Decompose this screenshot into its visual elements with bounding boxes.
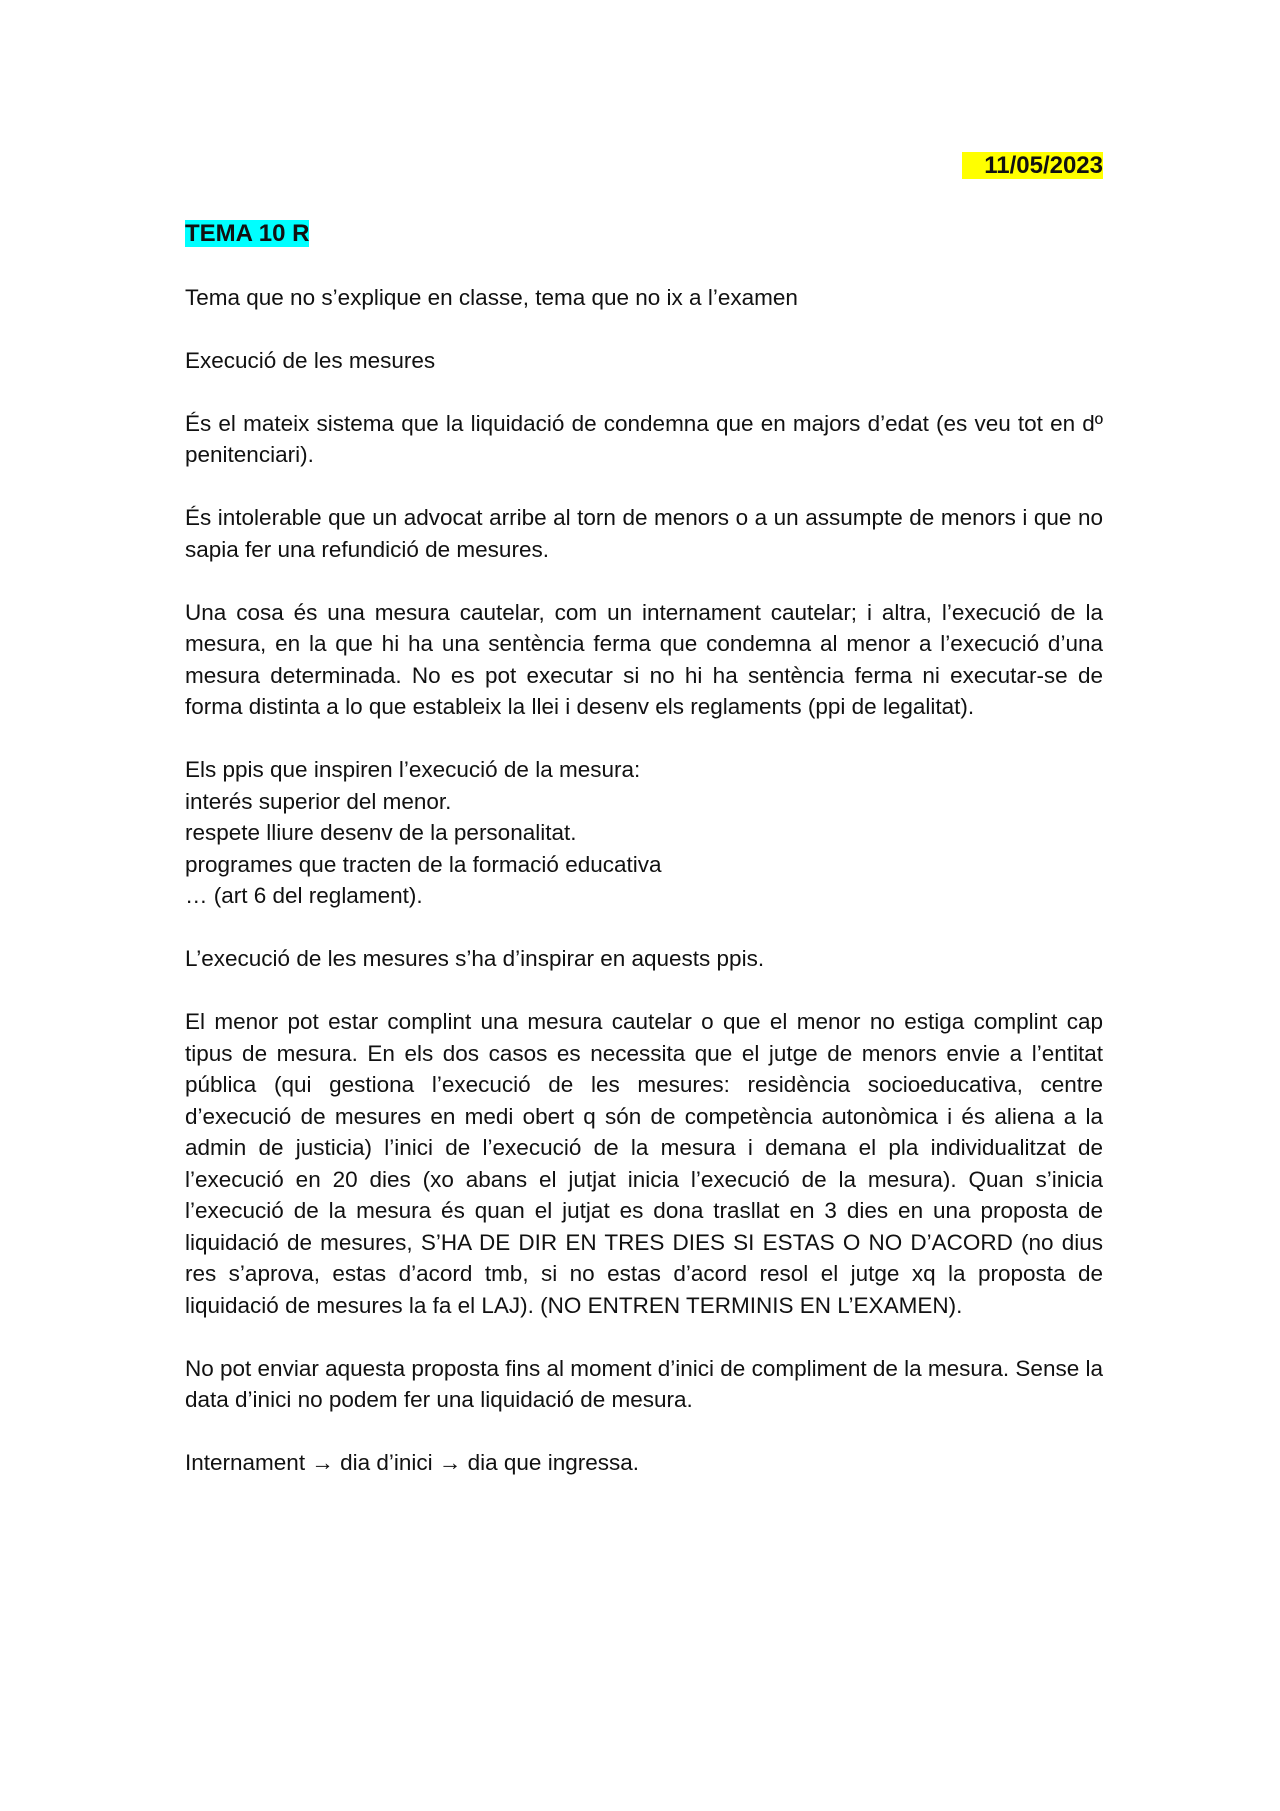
paragraph-internament: Internament → dia d’inici → dia que ingressa. — [185, 1450, 639, 1475]
principles-item: … (art 6 del reglament). — [185, 883, 423, 908]
paragraph-inspire: L’execució de les mesures s’ha d’inspirar en aquests ppis. — [185, 946, 765, 971]
paragraph-intolerable: És intolerable que un advocat arribe al torn de menors o a un assumpte de menors i que no sapia fer una refundició de mesures. — [185, 505, 1103, 562]
principles-item: programes que tracten de la formació educativa — [185, 851, 662, 877]
document-page — [185, 150, 1103, 1479]
principles-item: interés superior del menor. — [185, 788, 452, 814]
paragraph-procedure: El menor pot estar complint una mesura cautelar o que el menor no estiga complint cap tipus de mesura. En els dos casos es necessita que el jutge de menors envie a l’entitat pública (qui gestiona l’execució de les mesures: residència socioeducativa, centre d’execució de mesures en medi obert q són de competència autonòmica i és aliena a la admin de justicia) l’inici de l’execució de la mesura i demana el pla individualitzat de l’execució en 20 dies (xo abans el jutjat inicia l’execució de la mesura). Quan s’inicia l’execució de la mesura és quan el jutjat es dona trasllat en 3 dies en una proposta de liquidació de mesures, S’HA DE DIR EN TRES DIES SI ESTAS O NO D’ACORD (no dius res s’aprova, estas d’acord tmb, si no estas d’acord resol el jutge xq la proposta de liquidació de mesures la fa el LAJ). (NO ENTREN TERMINIS EN L’EXAMEN). — [185, 1009, 1103, 1318]
date-highlight: 11/05/2023 — [962, 152, 1103, 179]
paragraph-section-heading: Execució de les mesures — [185, 347, 436, 373]
date-line — [185, 150, 1103, 184]
paragraph-intro: Tema que no s’explique en classe, tema que no ix a l’examen — [185, 284, 798, 310]
paragraph-cautelar: Una cosa és una mesura cautelar, com un internament cautelar; i altra, l’execució de la mesura, en la que hi ha una sentència ferma que condemna al menor a l’execució d’una mesura determinada. No es pot executar si no hi ha sentència ferma ni executar-se de forma distinta a lo que estableix la llei i desenv els reglaments (ppi de legalitat). — [185, 599, 1103, 719]
principles-list — [185, 754, 1103, 912]
topic-title-line — [185, 218, 1103, 250]
principles-intro: Els ppis que inspiren l’execució de la mesura: — [185, 757, 641, 782]
paragraph-proposal: No pot enviar aquesta proposta fins al moment d’inici de compliment de la mesura. Sense la data d’inici no podem fer una liquidació de mesura. — [185, 1355, 1103, 1412]
principles-item: respete lliure desenv de la personalitat. — [185, 820, 577, 845]
topic-title: TEMA 10 R — [185, 220, 310, 247]
paragraph-system: És el mateix sistema que la liquidació de condemna que en majors d’edat (es veu tot en dº penitenciari). — [185, 410, 1103, 467]
